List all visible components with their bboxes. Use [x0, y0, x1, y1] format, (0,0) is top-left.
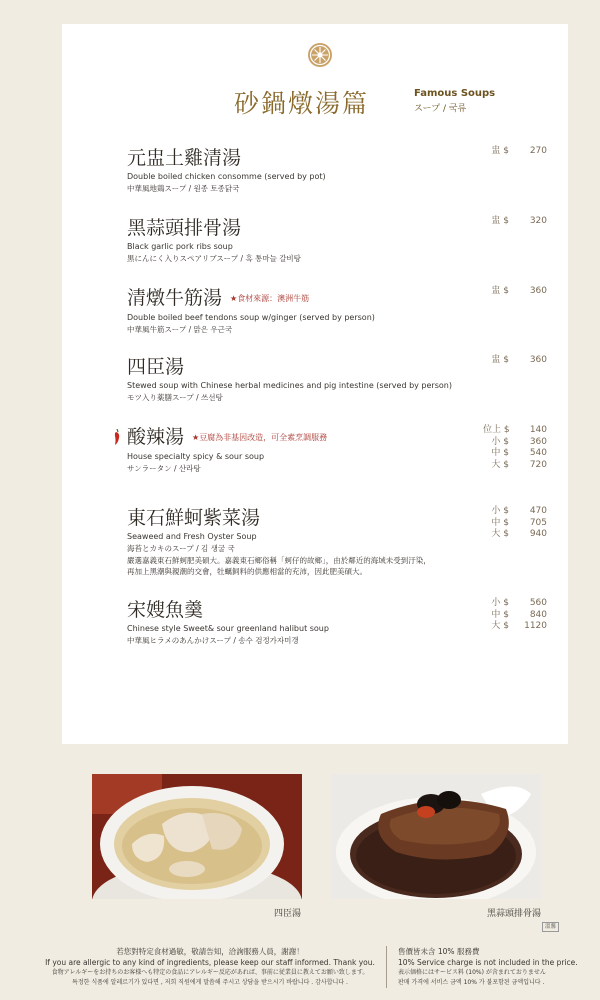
menu-item — [127, 355, 547, 403]
price-value: 360 — [529, 436, 547, 447]
price-label: 中 $ — [491, 609, 509, 620]
dish-name: 清燉牛筋湯 — [127, 287, 223, 309]
menu-item — [127, 425, 547, 474]
price-label: 中 $ — [491, 517, 509, 528]
price-label: 大 $ — [491, 529, 509, 539]
section-title-en: Famous Soups — [414, 88, 496, 99]
price-value: 540 — [529, 448, 547, 458]
price-value: 360 — [529, 286, 547, 296]
dish-name-en: Stewed soup with Chinese herbal medicines and pig intestine (served by person) — [127, 381, 452, 390]
service-charge-notice — [398, 946, 588, 988]
price-value: 940 — [529, 529, 547, 539]
price-label: 盅 $ — [491, 286, 509, 296]
dish-name: 宋嫂魚羹 — [127, 599, 204, 621]
price-label: 盅 $ — [491, 146, 509, 156]
photo-black-garlic-soup — [331, 774, 541, 899]
price-row — [447, 506, 547, 518]
price-row — [447, 518, 547, 530]
price-list — [447, 506, 547, 541]
price-label: 大 $ — [491, 459, 509, 470]
dish-name-en: Double boiled chicken consomme (served by pot) — [127, 172, 326, 181]
dish-name: 四臣湯 — [127, 356, 185, 378]
section-title-jk: スープ / 국류 — [414, 104, 467, 114]
notice-line: 판매 가격에 서비스 금액 10% 가 불포함된 금액입니다 . — [398, 979, 545, 986]
dish-name: 東石鮮蚵紫菜湯 — [127, 507, 261, 529]
price-list — [447, 598, 547, 633]
price-row — [447, 146, 547, 158]
notice-line: 售價皆未含 10% 服務費 — [398, 947, 480, 956]
allergy-notice — [40, 946, 380, 988]
price-value: 705 — [529, 517, 547, 528]
section-title: 砂鍋燉湯篇 — [234, 89, 370, 118]
price-label: 小 $ — [491, 436, 509, 447]
ingredient-note: ★食材來源：澳洲牛筋 — [230, 294, 310, 303]
menu-item — [127, 286, 547, 335]
price-row — [447, 460, 547, 472]
ingredient-note: ★豆腐為非基因改造，可全素烹調服務 — [192, 433, 328, 442]
price-row — [447, 529, 547, 541]
dish-name: 酸辣湯 — [127, 426, 185, 448]
price-row — [447, 216, 547, 228]
dish-name: 元盅土雞清湯 — [127, 147, 242, 169]
notice-line: 若您對特定食材過敏，敬請告知，洽詢服務人員，謝謝！ — [116, 947, 304, 956]
dish-name-jk: モツ入り薬膳スープ / 쓰선탕 — [127, 393, 223, 402]
dish-description: 嚴選嘉義東石鮮蚵肥美碩大。嘉義東石鄉俗稱「蚵仔的故鄉」，由於鄰近的海域未受到汙染，再加上黑潮與親潮的交會，牡蠣飼料的供應相當的充沛，因此肥美碩大。 — [127, 556, 431, 576]
menu-item — [127, 216, 547, 264]
menu-card — [62, 24, 568, 744]
dish-name-jk: 中華風牛筋スープ / 맑은 우근국 — [127, 325, 233, 334]
price-value: 360 — [529, 355, 547, 365]
price-row — [447, 425, 547, 437]
price-value: 270 — [529, 146, 547, 156]
price-label: 盅 $ — [491, 355, 509, 365]
photo-sichen-soup — [92, 774, 302, 899]
price-value: 560 — [529, 598, 547, 608]
price-row — [447, 621, 547, 633]
notice-line: 10% Service charge is not included in the price. — [398, 958, 578, 967]
price-value: 840 — [529, 609, 547, 620]
notice-line: If you are allergic to any kind of ingredients, please keep our staff informed. Thank you. — [45, 958, 375, 967]
price-label: 小 $ — [491, 506, 509, 516]
price-list — [447, 146, 547, 158]
price-row — [447, 448, 547, 460]
price-value: 140 — [529, 425, 547, 435]
dish-name-en: Chinese style Sweet& sour greenland halibut soup — [127, 624, 329, 633]
dish-name-en: Seaweed and Fresh Oyster Soup — [127, 532, 257, 541]
price-label: 盅 $ — [491, 216, 509, 226]
price-row — [447, 286, 547, 298]
dish-name-jk: 中華風地鶏スープ / 원종 토종닭국 — [127, 184, 240, 193]
dish-name-en: Double boiled beef tendons soup w/ginger (served by person) — [127, 313, 375, 322]
dish-name-jk: 黒にんにく入りスペアリブスープ / 흑 통마늘 갈비탕 — [127, 254, 301, 263]
dish-name: 黑蒜頭排骨湯 — [127, 217, 242, 239]
dish-name-jk: 海苔とカキのスープ / 김 생굴 국 — [127, 544, 235, 553]
menu-item — [127, 506, 547, 577]
notice-line: 食物アレルギーをお持ちのお客様へも特定の食品にアレルギー反応があれば、事前に従業員に教えてお願い致します。 — [51, 969, 369, 976]
price-label: 小 $ — [491, 598, 509, 608]
price-list — [447, 286, 547, 298]
price-label: 大 $ — [491, 621, 509, 631]
chili-pepper-icon — [113, 429, 121, 445]
menu-item — [127, 146, 547, 194]
dish-name-jk: サンラータン / 산라탕 — [127, 464, 201, 473]
price-row — [447, 437, 547, 449]
notice-line: 表示価格にはサービス料 (10%) が含まれておりません — [398, 969, 546, 976]
lotus-logo-icon — [307, 42, 333, 68]
price-list — [447, 355, 547, 367]
menu-item — [127, 598, 547, 646]
dish-name-jk: 中華風ヒラメのあんかけスープ / 송수 검정가자미갱 — [127, 636, 299, 645]
photo-caption: 黑蒜頭排骨湯 — [487, 909, 542, 919]
price-value: 320 — [529, 216, 547, 226]
photo-caption: 四臣湯 — [274, 909, 302, 919]
price-row — [447, 598, 547, 610]
price-list — [447, 216, 547, 228]
footer-divider — [386, 946, 387, 988]
price-value: 1120 — [524, 621, 547, 631]
label-tag: 溫馨 — [542, 922, 559, 932]
notice-line: 특정한 식품에 알레르기가 있다면 , 저희 직원에게 말씀해 주시고 상담을 받으시기 바랍니다 . 감사합니다 . — [72, 979, 348, 986]
price-label: 位上 $ — [483, 425, 510, 435]
price-row — [447, 355, 547, 367]
dish-name-en: Black garlic pork ribs soup — [127, 242, 233, 251]
price-value: 720 — [529, 459, 547, 470]
price-list — [447, 425, 547, 471]
price-row — [447, 610, 547, 622]
price-label: 中 $ — [491, 448, 509, 458]
dish-name-en: House specialty spicy & sour soup — [127, 452, 265, 461]
price-value: 470 — [529, 506, 547, 516]
